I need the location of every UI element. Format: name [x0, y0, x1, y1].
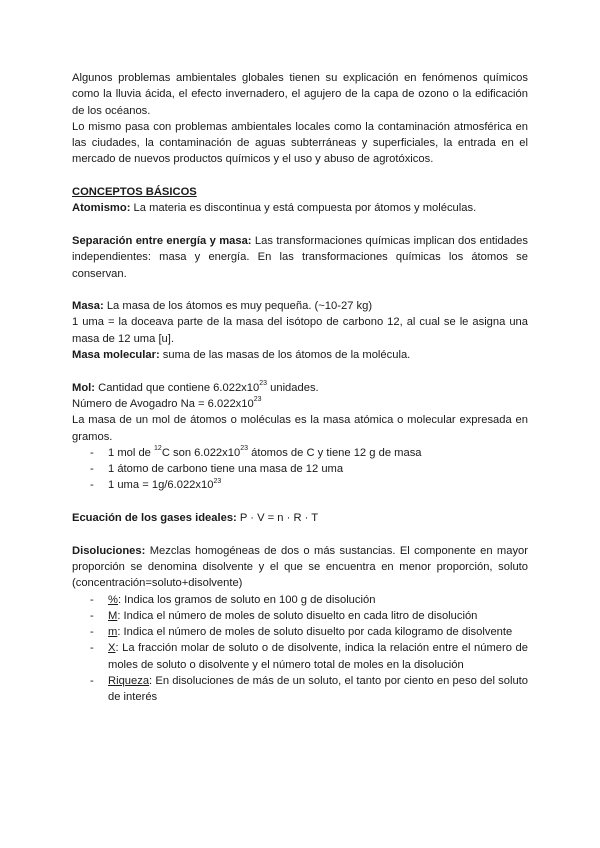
list-item: - 1 mol de $^{12}$C son $6.022x10^{23}$ átomos de C y tiene 12 g de masa — [90, 445, 422, 459]
document-page — [72, 70, 528, 706]
masa-molecular-paragraph: Masa molecular: suma de las masas de los átomos de la molécula. — [72, 349, 411, 362]
list-item: - %: Indica los gramos de soluto en 100 g de disolución — [90, 593, 376, 606]
gases-paragraph: Ecuación de los gases ideales: P · V = n · R · T — [72, 512, 319, 525]
section-title: CONCEPTOS BÁSICOS — [72, 186, 197, 199]
mol-list — [72, 445, 528, 494]
disoluciones-list — [72, 592, 528, 706]
intro-paragraph-1: Algunos problemas ambientales globales tienen su explicación en fenómenos químicos como la lluvia ácida, el efecto invernadero, el agujero de la capa de ozono o la edificación de los océanos. — [72, 72, 528, 117]
atomismo-paragraph: Atomismo: La materia es discontinua y está compuesta por átomos y moléculas. — [72, 202, 477, 215]
avogadro-line: Número de Avogadro $Na = 6.022x10^{23}$ — [72, 396, 262, 410]
uma-definition: 1 uma = la doceava parte de la masa del isótopo de carbono 12, al cual se le asigna una masa de 12 uma [u]. — [72, 316, 528, 345]
list-item: - 1 átomo de carbono tiene una masa de 12 uma — [90, 463, 344, 476]
mol-description: La masa de un mol de átomos o moléculas es la masa atómica o molecular expresada en gramos. — [72, 414, 528, 443]
separacion-paragraph: Separación entre energía y masa: Las transformaciones químicas implican dos entidades independientes: masa y energía. En las transformaciones químicas los átomos se conservan. — [72, 234, 528, 280]
mol-paragraph: Mol: Cantidad que contiene $6.022x10^{23}$ unidades. — [72, 379, 319, 394]
masa-paragraph: Masa: La masa de los átomos es muy pequeña. (~10-27 kg) — [72, 300, 373, 313]
list-item: - m: Indica el número de moles de soluto disuelto por cada kilogramo de disolvente — [90, 626, 513, 639]
list-item: - X: La fracción molar de soluto o de disolvente, indica la relación entre el número de moles de soluto o disolvente y el número total de moles en la disolución — [90, 642, 528, 671]
list-item: - 1 uma = $1g/6.022x10^{23}$ — [90, 477, 222, 492]
list-item: - Riqueza: En disoluciones de más de un soluto, el tanto por ciento en peso del soluto de interés — [90, 674, 528, 704]
list-item: - M: Indica el número de moles de soluto disuelto en cada litro de disolución — [90, 609, 478, 622]
disoluciones-paragraph: Disoluciones: Mezclas homogéneas de dos o más sustancias. El componente en mayor proporción se denomina disolvente y el que se encuentra en menor proporción, soluto (concentración=soluto+disolvente) — [72, 544, 528, 590]
intro-paragraph-2: Lo mismo pasa con problemas ambientales locales como la contaminación atmosférica en las ciudades, la contaminación de aguas subterráneas y superficiales, la entrada en el mercado de nuevos productos químicos y el uso y abuso de agrotóxicos. — [72, 120, 528, 166]
